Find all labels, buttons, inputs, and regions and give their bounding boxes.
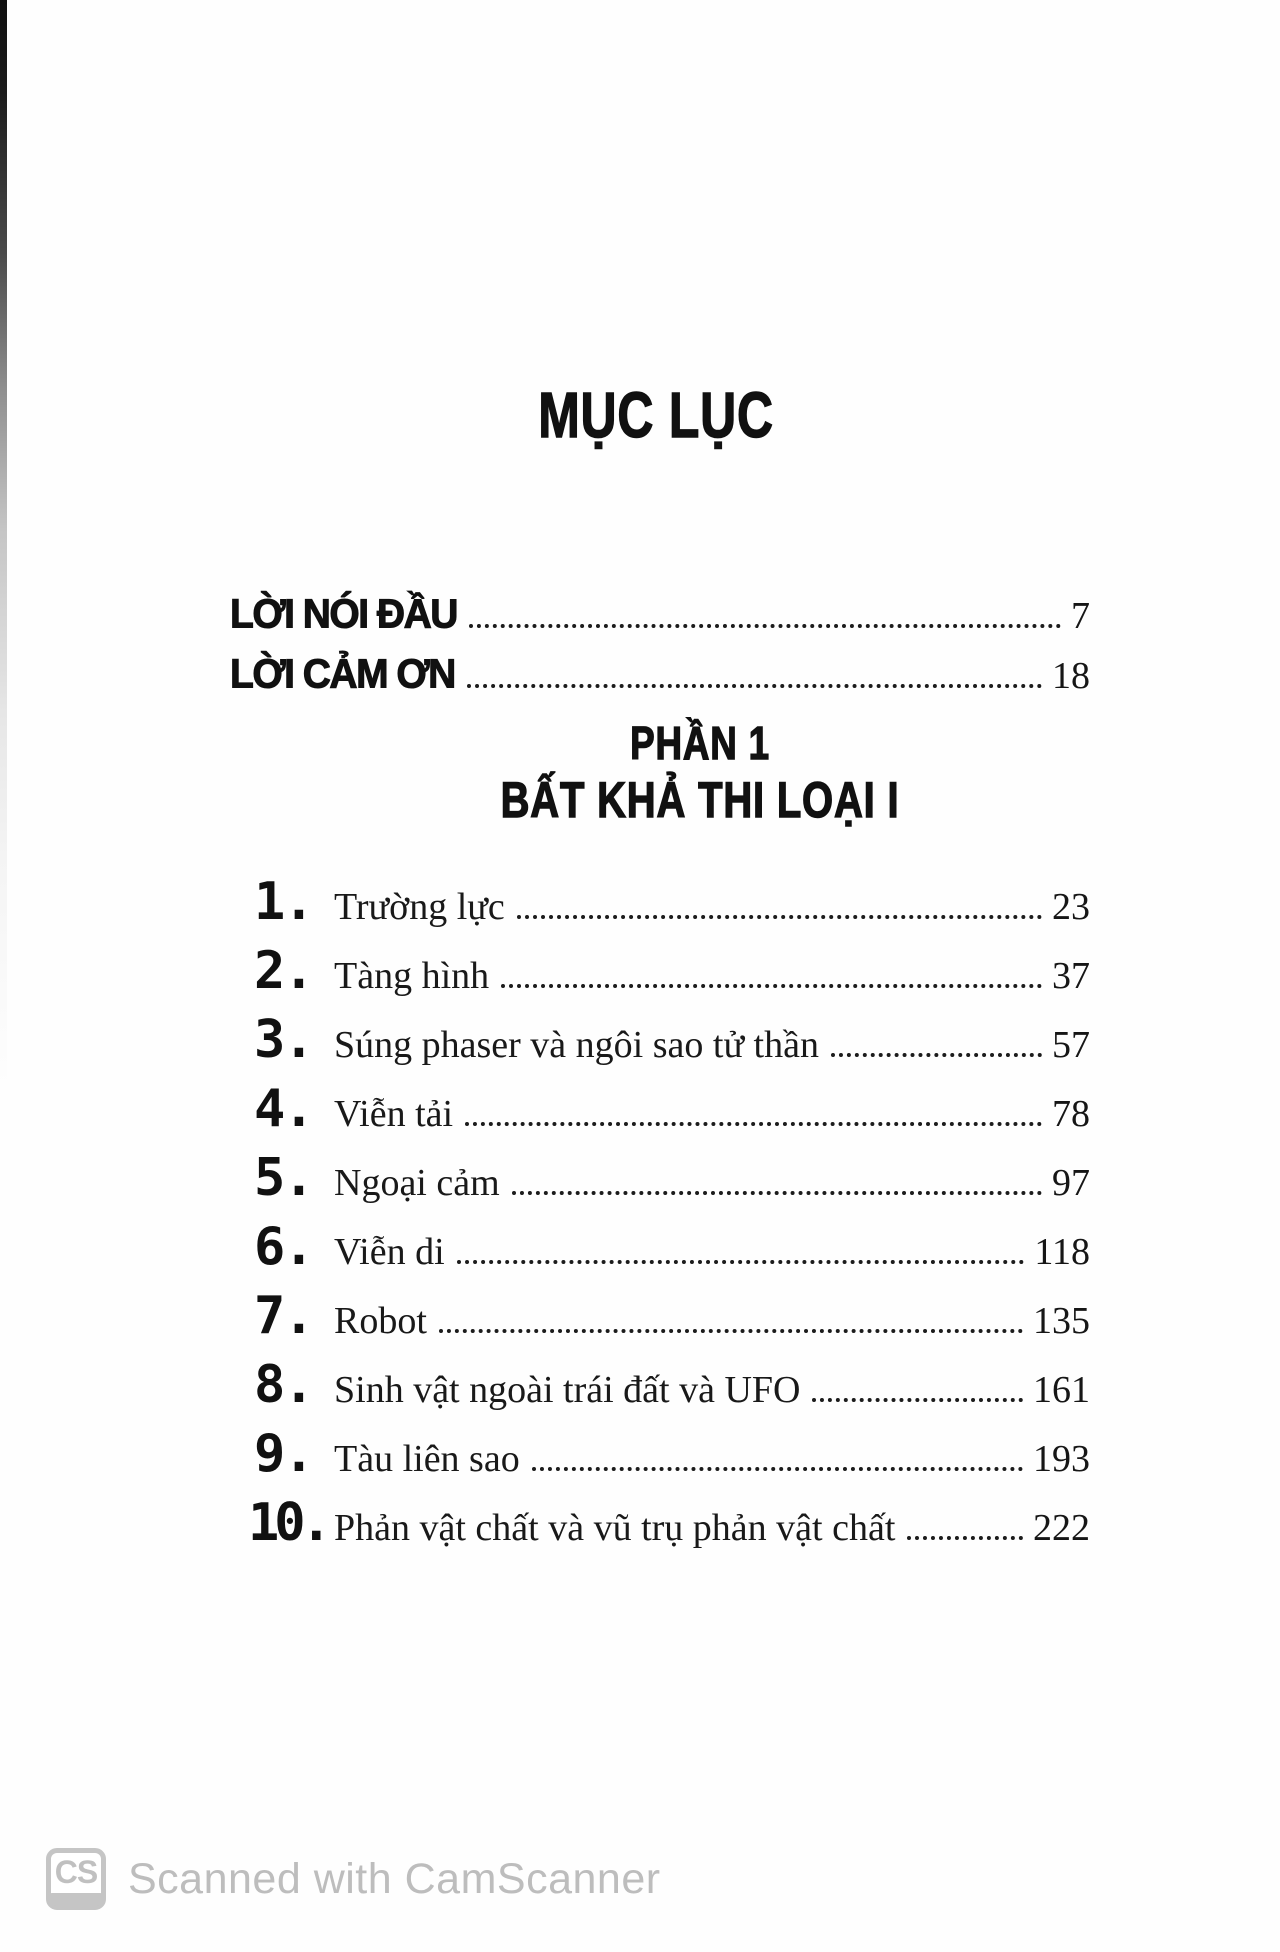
chapter-title: Tàng hình	[334, 955, 490, 997]
dot-leader	[467, 684, 1042, 688]
chapter-number: 9.	[254, 1424, 313, 1484]
toc-entry	[248, 1079, 1090, 1148]
watermark-text: Scanned with CamScanner	[128, 1854, 661, 1903]
chapter-title: Trường lực	[334, 886, 505, 928]
page-number: 118	[1034, 1231, 1090, 1273]
chapter-number: 3.	[254, 1010, 313, 1070]
toc-entry	[248, 872, 1090, 941]
dot-leader	[831, 1053, 1042, 1057]
dot-leader	[517, 915, 1042, 919]
camscanner-watermark	[46, 1846, 661, 1912]
chapter-list	[248, 872, 1090, 1562]
chapter-title: Viễn tải	[334, 1093, 454, 1135]
chapter-number: 8.	[254, 1355, 313, 1415]
chapter-title: Robot	[334, 1300, 427, 1342]
part-heading	[100, 716, 1280, 830]
chapter-number: 6.	[254, 1217, 313, 1277]
toc-entry	[248, 1286, 1090, 1355]
toc-entry	[248, 1010, 1090, 1079]
toc-entry	[248, 1493, 1090, 1562]
page-number: 57	[1052, 1024, 1090, 1066]
page-number: 37	[1052, 955, 1090, 997]
camscanner-logo-text: CS	[54, 1854, 98, 1890]
dot-leader	[812, 1398, 1023, 1402]
toc-entry	[230, 591, 1090, 654]
page-title: MỤC LỤC	[538, 379, 774, 451]
dot-leader	[457, 1260, 1025, 1264]
part-number: PHẦN 1	[630, 717, 770, 769]
dot-leader	[501, 984, 1042, 988]
page-number: 193	[1033, 1438, 1090, 1480]
chapter-title: Ngoại cảm	[334, 1162, 500, 1204]
toc-entry	[248, 1217, 1090, 1286]
chapter-number: 5.	[254, 1148, 313, 1208]
chapter-title: Tàu liên sao	[334, 1438, 520, 1480]
page-number: 222	[1033, 1507, 1090, 1549]
dot-leader	[907, 1536, 1023, 1540]
dot-leader	[532, 1467, 1023, 1471]
toc-entry	[248, 941, 1090, 1010]
chapter-title: Viễn di	[334, 1231, 445, 1273]
chapter-number: 2.	[254, 941, 313, 1001]
chapter-title: Sinh vật ngoài trái đất và UFO	[334, 1369, 801, 1411]
chapter-number: 7.	[254, 1286, 313, 1346]
dot-leader	[465, 1122, 1042, 1126]
page-number: 18	[1052, 655, 1090, 697]
toc-entry-label: LỜI NÓI ĐẦU	[230, 591, 457, 637]
chapter-number: 4.	[254, 1079, 313, 1139]
toc-entry	[248, 1148, 1090, 1217]
page-number: 78	[1052, 1093, 1090, 1135]
page-number: 135	[1033, 1300, 1090, 1342]
dot-leader	[469, 624, 1061, 628]
chapter-number: 1.	[254, 872, 313, 932]
toc-entry	[248, 1424, 1090, 1493]
page-number: 7	[1071, 595, 1090, 637]
toc-entry	[248, 1355, 1090, 1424]
scan-spine-artifact	[0, 0, 7, 1150]
dot-leader	[512, 1191, 1042, 1195]
dot-leader	[439, 1329, 1023, 1333]
chapter-number: 10.	[248, 1493, 327, 1553]
part-title: BẤT KHẢ THI LOẠI I	[500, 772, 900, 829]
toc-entry	[230, 651, 1090, 714]
camscanner-logo-tab	[50, 1893, 102, 1906]
page-number: 23	[1052, 886, 1090, 928]
page-number: 161	[1033, 1369, 1090, 1411]
page-number: 97	[1052, 1162, 1090, 1204]
toc-entry-label: LỜI CẢM ƠN	[230, 651, 455, 697]
chapter-title: Súng phaser và ngôi sao tử thần	[334, 1024, 819, 1066]
chapter-title: Phản vật chất và vũ trụ phản vật chất	[334, 1507, 896, 1549]
front-matter-list	[230, 591, 1090, 714]
camscanner-logo-icon	[46, 1848, 106, 1910]
